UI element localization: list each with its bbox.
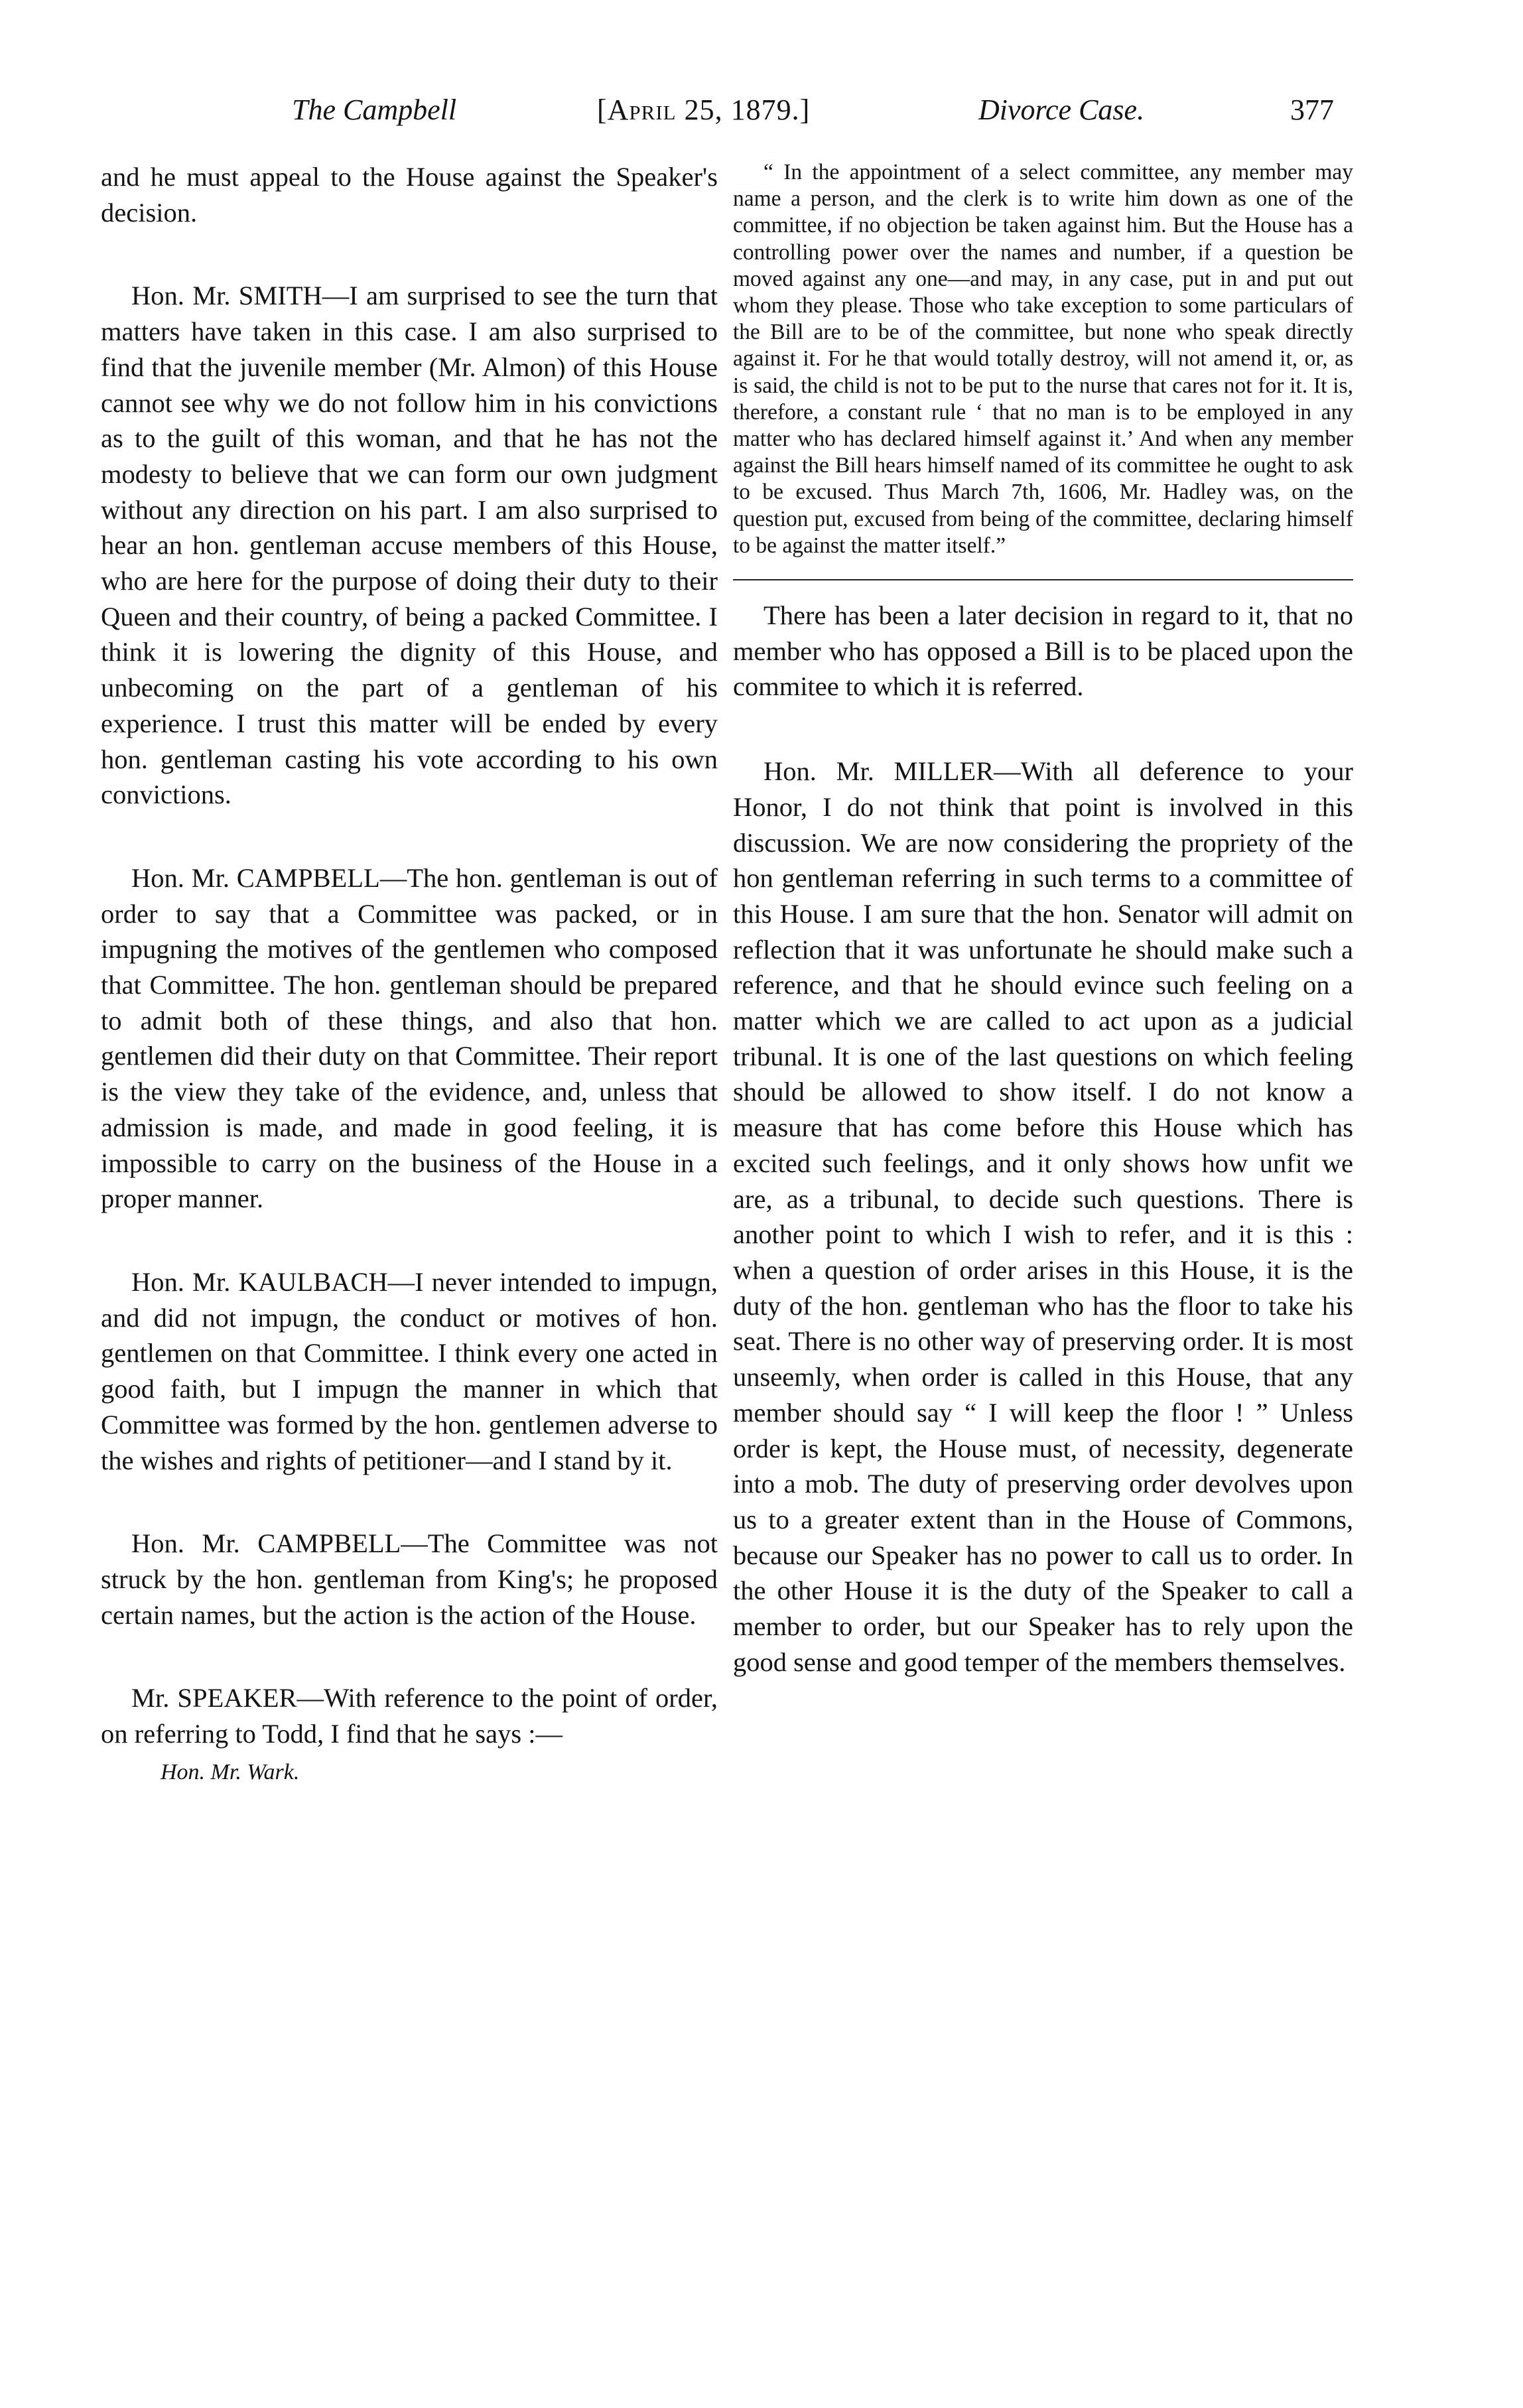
running-header <box>0 93 1523 139</box>
footer-signature: Hon. Mr. Wark. <box>161 1759 300 1784</box>
speech-speaker: Mr. SPEAKER—With reference to the point of order, on referring to Todd, I find that he says :— <box>101 1683 718 1749</box>
speech-kaulbach: Hon. Mr. KAULBACH—I never intended to impugn, and did not impugn, the conduct or motives of hon. gentlemen on that Committee. I think every one acted in good faith, but I impugn the manner in which that Committee was formed by the hon. gentlemen adverse to the wishes and rights of petitioner—and I stand by it. <box>101 1266 718 1475</box>
speech-campbell-1: Hon. Mr. CAMPBELL—The hon. gentleman is out of order to say that a Committee was packed, or in impugning the motives of the gentlemen who composed that Committee. The hon. gentleman should be prepared to admit both of these things, and also that hon. gentlemen did their duty on that Committee. Their report is the view they take of the evidence, and, unless that admission is made, and made in good feeling, it is impossible to carry on the business of the House in a proper manner. <box>101 862 718 1214</box>
speech-smith: Hon. Mr. SMITH—I am surprised to see the turn that matters have taken in this case. I am also surprised to find that the juvenile member (Mr. Almon) of this House cannot see why we do not follow him in his convictions as to the guilt of this woman, and that he has not the modesty to believe that we can form our own judgment without any direction on his part. I am also surprised to hear an hon. gentleman accuse members of this House, who are here for the purpose of doing their duty to their Queen and their country, of being a packed Committee. I think it is lowering the dignity of this House, and unbecoming on the part of a gentleman of his experience. I trust this matter will be ended by every hon. gentleman casting his vote according to his own convictions. <box>101 281 718 810</box>
page-number: 377 <box>1290 94 1334 126</box>
left-column <box>101 159 718 1785</box>
paragraph-later-decision: There has been a later decision in regard to it, that no member who has opposed a Bill is to be placed upon the commitee to which it is referred. <box>733 600 1353 702</box>
header-date: [April 25, 1879.] <box>597 94 811 126</box>
paragraph-continuation: and he must appeal to the House against the Speaker's decision. <box>101 162 718 228</box>
header-right-title: Divorce Case. <box>978 94 1145 126</box>
speech-miller: Hon. Mr. MILLER—With all deference to your Honor, I do not think that point is involved in this discussion. We are now considering the propriety of the hon gentleman referring in such terms to a committee of this House. I am sure that the hon. Senator will admit on reflection that it was unfortunate he should make such a reference, and that he should evince such feeling on a matter which we are called to act upon as a judicial tribunal. It is one of the last questions on which feeling should be allowed to show itself. I do not know a measure that has come before this House which has excited such feelings, and it only shows how unfit we are, as a tribunal, to decide such questions. There is another point to which I wish to refer, and it is this : when a question of order arises in this House, it is the duty of the hon. gentleman who has the floor to take his seat. There is no other way of preserving order. It is most unseemly, when order is called in this House, that any member should say “ I will keep the floor ! ” Unless order is kept, the House must, of necessity, degenerate into a mob. The duty of preserving order devolves upon us to a greater extent than in the House of Commons, because our Speaker has no power to call us to order. In the other House it is the duty of the Speaker to call a member to order, but our Speaker has to rely upon the good sense and good temper of the members themselves. <box>733 756 1353 1677</box>
speech-campbell-2: Hon. Mr. CAMPBELL—The Committee was not struck by the hon. gentleman from King's; he proposed certain names, but the action is the action of the House. <box>101 1528 718 1630</box>
column-divider <box>723 153 724 2242</box>
todd-quotation: “ In the appointment of a select committee, any member may name a person, and the clerk is to write him down as one of the committee, if no objection be taken against him. But the House has a controlling power over the names and number, if a question be moved against any one—and may, in any case, put in and put out whom they please. Those who take exception to some particulars of the Bill are to be of the committee, but none who speak directly against it. For he that would totally destroy, will not amend it, or, as is said, the child is not to be put to the nurse that cares not for it. It is, therefore, a constant rule ‘ that no man is to be employed in any matter who has declared himself against it.’ And when any member against the Bill hears himself named of its committee he ought to ask to be excused. Thus March 7th, 1606, Mr. Hadley was, on the question put, excused from being of the committee, declaring himself to be against the matter itself.” <box>733 160 1353 558</box>
right-column <box>733 159 1353 1680</box>
header-left-title: The Campbell <box>292 94 457 126</box>
section-rule <box>733 579 1353 580</box>
